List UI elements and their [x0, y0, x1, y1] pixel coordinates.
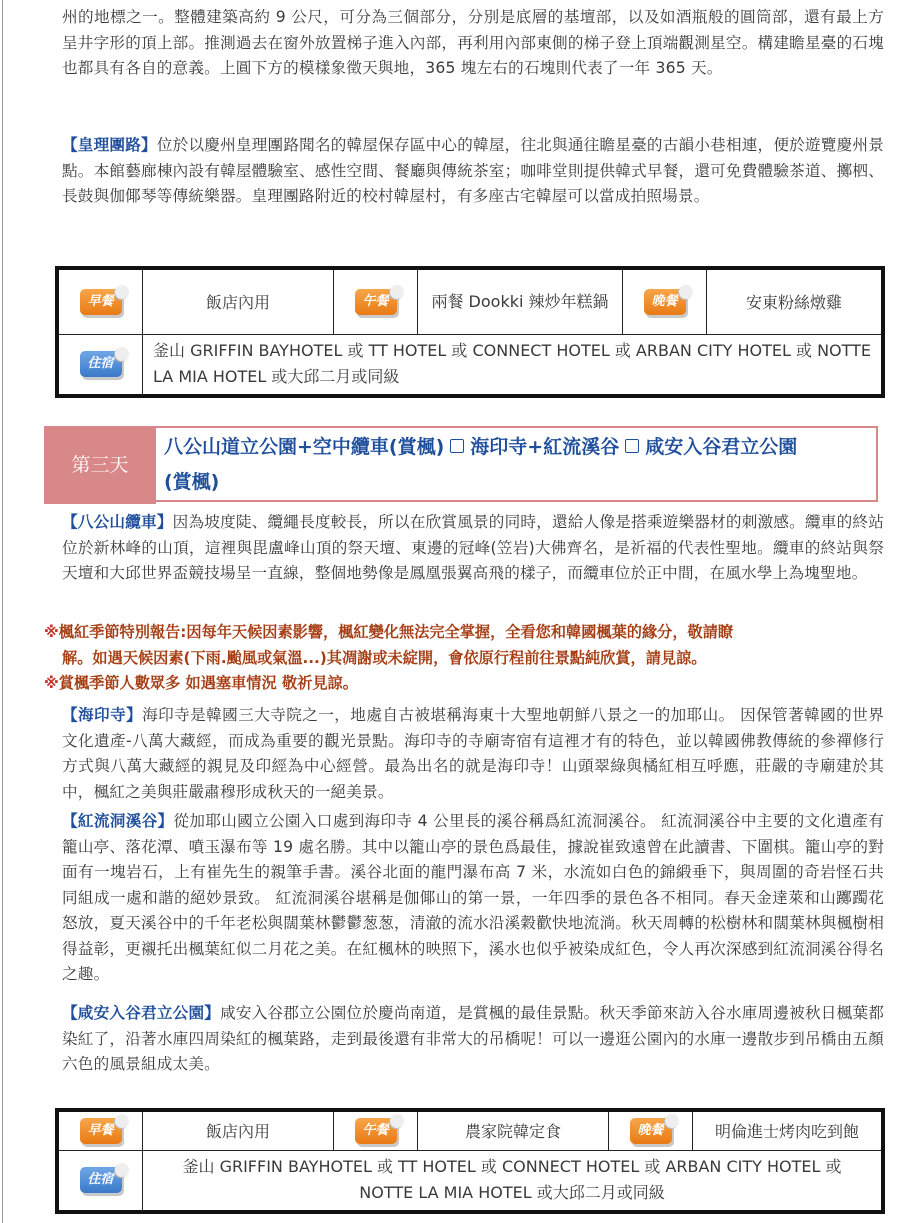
hwangnidan-text: 位於以慶州皇理團路聞名的韓屋保存區中心的韓屋，往北與通往瞻星臺的古韻小巷相連，便於遊覽慶州景點。本館藝廊棟內設有韓屋體驗室、感性空間、餐廳與傳統茶室；咖啡堂則提供韓式早餐，還可免費體驗茶道、擲柶、長鼓與伽倻琴等傳統樂器。皇理團路附近的校村韓屋村，有多座古宅韓屋可以當成拍照場景。 — [62, 136, 885, 205]
hwangnidan-paragraph — [62, 133, 884, 210]
haeinsa-text: 海印寺是韓國三大寺院之一，地處自古被堪稱海東十大聖地朝鮮八景之一的加耶山。 因保管著韓國的世界文化遺產-八萬大藏經，而成為重要的觀光景點。海印寺的寺廟寄宿有這裡才有的特色，並以韓國佛教傳統的參禪修行方式與八萬大藏經的親見及印經為中心經營。最為出名的就是海印寺！山頭翠綠與橘紅相互呼應，莊嚴的寺廟建於其中，楓紅之美與莊嚴肅穆形成秋天的一絕美景。 — [62, 706, 884, 801]
dinner-badge-icon: 晚餐 — [630, 1118, 672, 1144]
haman-text: 咸安入谷郡立公園位於慶尚南道，是賞楓的最佳景點。秋天季節來訪入谷水庫周邊被秋日楓葉都染紅了，沿著水庫四周染紅的楓葉路，走到最後還有非常大的吊橋呢！可以一邊逛公園內的水庫一邊散步到吊橋由五顏六色的風景組成太美。 — [62, 1004, 884, 1073]
intro-paragraph — [62, 5, 884, 82]
hongryu-text: 從加耶山國立公園入口處到海印寺 4 公里長的溪谷稱爲紅流洞溪谷。 紅流洞溪谷中主要的文化遺產有籠山亭、落花潭、噴玉瀑布等 19 處名勝。其中以籠山亭的景色爲最佳，據說崔致遠曾在此讀書、下圍棋。籠山亭的對面有一塊岩石，上有崔先生的親筆手書。溪谷北面的龍門瀑布高 7 米，水流如白色的錦緞垂下，與周圍的奇岩怪石共同組成一處和諧的絕妙景致。 紅流洞溪谷堪稱是伽倻山的第一景，一年四季的景色各不相同。春天金達萊和山躑躅花怒放，夏天溪谷中的千年老松與闊葉林鬱鬱葱葱，清澈的流水沿溪穀歡快地流淌。秋天周轉的松樹林和闊葉林與楓樹相得益彰，更襯托出楓葉紅似二月花之美。在紅楓林的映照下，溪水也似乎被染成紅色，令人再次深感到紅流洞溪谷得名之趣。 — [62, 812, 884, 983]
dinner-value: 明倫進士烤肉吃到飽 — [693, 1110, 884, 1150]
notice-line-1 — [44, 620, 884, 646]
palgongsan-heading: 【八公山纜車】 — [62, 513, 173, 531]
haeinsa-heading: 【海印寺】 — [62, 706, 143, 724]
breakfast-badge-icon: 早餐 — [80, 289, 122, 315]
hotel-icon-cell — [57, 334, 143, 396]
notice-text-2: 賞楓季節人數眾多 如遇塞車情況 敬祈見諒。 — [58, 674, 358, 692]
haeinsa-paragraph — [62, 703, 884, 805]
breakfast-value: 飯店內用 — [143, 1110, 334, 1150]
breakfast-icon-cell — [57, 1110, 143, 1150]
notice-line-1b: 解。如遇天候因素(下雨.颱風或氣溫...)其凋謝或未綻開，會依原行程前往景點純欣賞，請見諒。 — [62, 648, 707, 667]
breakfast-value: 飯店內用 — [143, 268, 334, 334]
lunch-badge-icon: 午餐 — [355, 1118, 397, 1144]
day3-title-part-b: 海印寺+紅流溪谷 — [470, 436, 620, 458]
lunch-value: 農家院韓定食 — [418, 1110, 609, 1150]
meal-row — [57, 268, 883, 334]
intro-text: 州的地標之一。整體建築高約 9 公尺，可分為三個部分，分別是底層的基壇部，以及如酒瓶般的圓筒部，還有最上方呈井字形的頂上部。推測過去在窗外放置梯子進入內部，再利用內部東側的梯子登上頂端觀測星空。構建瞻星臺的石塊也都具有各自的意義。上圓下方的模樣象徵天與地，365 塊左右的石塊則代表了一年 365 天。 — [62, 8, 884, 77]
meal-table-day2 — [55, 266, 885, 398]
lunch-icon-cell — [334, 268, 418, 334]
hwangnidan-heading: 【皇理團路】 — [62, 136, 157, 154]
palgongsan-text: 因為坡度陡、纜繩長度較長，所以在欣賞風景的同時，還給人像是搭乘遊樂器材的刺激感。纜車的終站位於新林峰的山頂，這裡與毘盧峰山頂的祭天壇、東邊的冠峰(笠岩)大佛齊名，是祈福的代表性聖地。纜車的終站與祭天壇和大邱世界盃競技場呈一直線，整個地勢像是鳳凰張翼高飛的樣子，而纜車位於正中間，在風水學上為塊聖地。 — [62, 513, 884, 582]
lunch-badge-icon: 午餐 — [355, 289, 397, 315]
hotel-badge-icon: 住宿 — [80, 1167, 122, 1193]
notice-mark: ※ — [44, 623, 59, 641]
hotel-badge-icon: 住宿 — [80, 351, 122, 377]
palgongsan-paragraph — [62, 510, 884, 587]
meal-table-day3 — [55, 1108, 885, 1214]
dinner-value: 安東粉絲燉雞 — [707, 268, 884, 334]
dinner-icon-cell — [609, 1110, 693, 1150]
day3-tag: 第三天 — [44, 426, 156, 504]
day3-header — [44, 426, 882, 504]
notice-mark: ※ — [44, 674, 59, 692]
day3-title-part-c: 咸安入谷君立公園 — [645, 436, 798, 458]
hongryu-paragraph — [62, 809, 884, 988]
haman-heading: 【咸安入谷君立公園】 — [62, 1004, 221, 1022]
day3-title-part-a: 八公山道立公園+空中纜車(賞楓) — [164, 436, 445, 458]
hotel-row — [57, 334, 883, 396]
haman-paragraph — [62, 1001, 884, 1078]
day3-title — [156, 426, 878, 502]
day3-title-part-d: (賞楓) — [164, 471, 220, 493]
lunch-icon-cell — [334, 1110, 418, 1150]
bus-icon — [625, 439, 639, 453]
breakfast-badge-icon: 早餐 — [80, 1118, 122, 1144]
bus-icon — [450, 439, 464, 453]
hotel-value: 釜山 GRIFFIN BAYHOTEL 或 TT HOTEL 或 CONNECT HOTEL 或 ARBAN CITY HOTEL 或 NOTTE LA MIA HOTEL 或大邱二月或同級 — [143, 334, 884, 396]
dinner-badge-icon: 晚餐 — [644, 289, 686, 315]
hotel-icon-cell — [57, 1150, 143, 1212]
lunch-value: 兩餐 Dookki 辣炒年糕鍋 — [418, 268, 623, 334]
hotel-value: 釜山 GRIFFIN BAYHOTEL 或 TT HOTEL 或 CONNECT HOTEL 或 ARBAN CITY HOTEL 或 NOTTE LA MIA HOTEL 或大邱二月或同級 — [143, 1150, 884, 1212]
hongryu-heading: 【紅流洞溪谷】 — [62, 812, 174, 830]
autumn-notice — [44, 620, 884, 697]
dinner-icon-cell — [623, 268, 707, 334]
meal-row — [57, 1110, 883, 1150]
hotel-row — [57, 1150, 883, 1212]
notice-text-1: 楓紅季節特別報告:因每年天候因素影響，楓紅變化無法完全掌握，全看您和韓國楓葉的緣分，敬請瞭 — [58, 623, 734, 641]
notice-line-2 — [44, 671, 884, 697]
page-left-border — [2, 0, 3, 1223]
breakfast-icon-cell — [57, 268, 143, 334]
